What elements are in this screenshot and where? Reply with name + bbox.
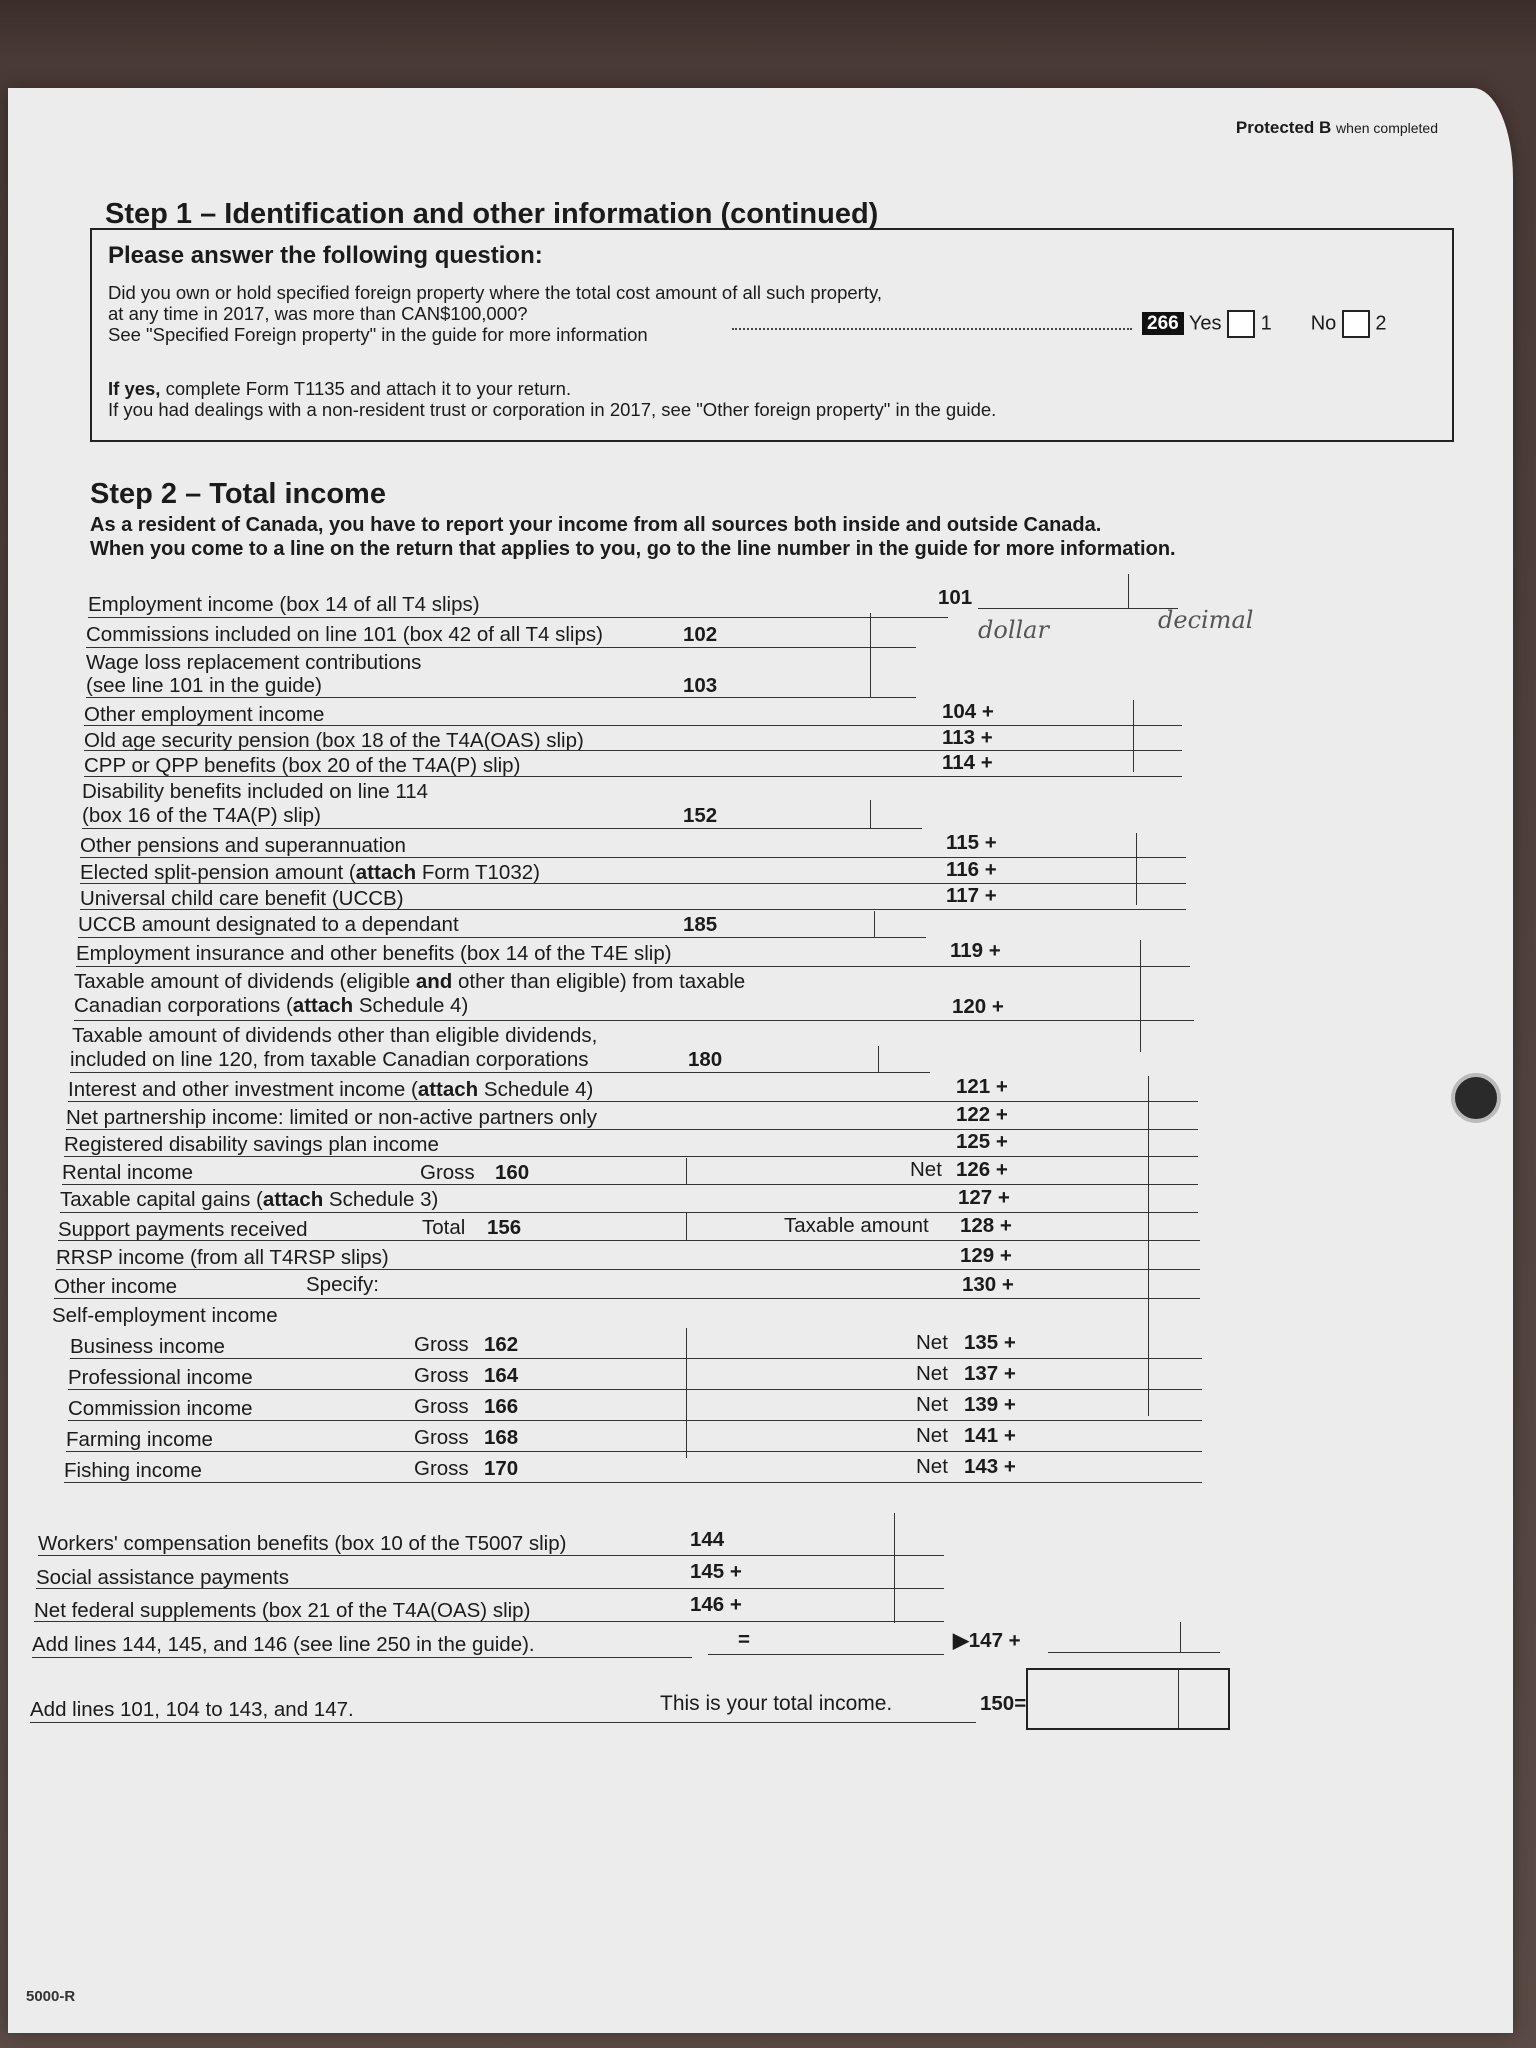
line-180-code: 180 <box>688 1048 723 1071</box>
line-135-gross: Gross <box>414 1333 469 1356</box>
line-102-label: Commissions included on line 101 (box 42 of all T4 slips) <box>86 623 603 646</box>
step2-intro2: When you come to a line on the return that applies to you, go to the line number in the guide for more information. <box>90 538 1176 560</box>
line-120a-label-bold: and <box>415 970 453 993</box>
yes-checkbox[interactable] <box>1227 310 1255 338</box>
no-label: No <box>1310 312 1337 335</box>
step2-intro1: As a resident of Canada, you have to report your income from all sources both inside and outside Canada. <box>90 514 1102 536</box>
line-143-code: 143 + <box>964 1455 1016 1478</box>
col-divider-104 <box>1133 700 1134 772</box>
line-127-code: 127 + <box>958 1186 1010 1209</box>
line-129-rule <box>56 1269 1200 1270</box>
line-119-label: Employment insurance and other benefits (box 14 of the T4E slip) <box>76 942 672 965</box>
line-180-label: included on line 120, from taxable Canadian corporations <box>70 1048 589 1071</box>
line-147-eq: = <box>738 1628 750 1651</box>
line-150-rule <box>30 1722 976 1723</box>
line-150-label: Add lines 101, 104 to 143, and 147. <box>30 1698 354 1721</box>
line-126-code: 126 + <box>956 1158 1008 1181</box>
line-120a-label-a: Taxable amount of dividends (eligible <box>74 970 416 993</box>
line-121-label-b: Schedule 4) <box>478 1078 594 1101</box>
handwritten-decimal: decimal <box>1158 606 1254 634</box>
line-141-gross: Gross <box>414 1426 469 1449</box>
line-120-label-b: Schedule 4) <box>353 994 469 1017</box>
line-121-label-bold: attach <box>417 1078 479 1101</box>
line-101-divider <box>1128 574 1129 608</box>
line-266-badge: 266 <box>1142 312 1184 335</box>
line-122-label: Net partnership income: limited or non-active partners only <box>66 1106 597 1129</box>
line-139-gross-code: 166 <box>484 1395 519 1418</box>
line-102-rule <box>86 647 916 648</box>
line-103-rule <box>86 697 916 698</box>
col-divider-121 <box>1148 1076 1149 1416</box>
line-126-label: Rental income <box>62 1161 194 1184</box>
line-137-net: Net <box>916 1362 948 1385</box>
line-117-label: Universal child care benefit (UCCB) <box>80 887 404 910</box>
line-130-specify: Specify: <box>306 1273 379 1296</box>
line-101-code: 101 <box>938 586 973 609</box>
dot-leader <box>732 328 1132 330</box>
no-value: 2 <box>1375 312 1387 335</box>
line-117-rule <box>80 909 1186 910</box>
line-141-gross-code: 168 <box>484 1426 519 1449</box>
line-126-gross-divider <box>686 1158 687 1184</box>
line-101-field[interactable] <box>978 608 1178 609</box>
line-143-net: Net <box>916 1455 948 1478</box>
line-137-gross: Gross <box>414 1364 469 1387</box>
line-116-label-bold: attach <box>355 861 417 884</box>
line-117-code: 117 + <box>946 884 997 907</box>
yes-label: Yes <box>1188 312 1222 335</box>
line-141-label: Farming income <box>66 1428 213 1451</box>
line-126-rule <box>62 1184 1198 1185</box>
line-137-gross-code: 164 <box>484 1364 519 1387</box>
line-121-code: 121 + <box>956 1075 1008 1098</box>
question-line1: Did you own or hold specified foreign property where the total cost amount of all such property, <box>108 282 882 303</box>
line-146-rule <box>34 1621 944 1622</box>
line-103-label: (see line 101 in the guide) <box>86 674 322 697</box>
line-130-code: 130 + <box>962 1273 1014 1296</box>
line-139-rule <box>68 1420 1202 1421</box>
line-150-code-text: 150 <box>980 1692 1015 1715</box>
total-income-box[interactable] <box>1026 1668 1230 1730</box>
form-code: 5000-R <box>26 1988 76 2005</box>
question-title: Please answer the following question: <box>108 242 543 269</box>
line-147-code <box>953 1628 1021 1653</box>
line-143-gross-code: 170 <box>484 1457 519 1480</box>
line-127-label-b: Schedule 3) <box>323 1188 439 1211</box>
line-127-label <box>60 1188 438 1212</box>
line-121-label <box>68 1078 593 1102</box>
foreign-property-answer <box>1142 310 1387 338</box>
line-120-label-a: Canadian corporations ( <box>74 994 293 1017</box>
line-120-label-bold: attach <box>292 994 354 1017</box>
line-120a-label-b: other than eligible) from taxable <box>452 970 746 993</box>
line-121-rule <box>68 1101 1198 1102</box>
line-145-rule <box>36 1588 944 1589</box>
line-127-rule <box>60 1212 1198 1213</box>
protected-suffix: when completed <box>1336 120 1438 136</box>
line-137-code: 137 + <box>964 1362 1016 1385</box>
no-checkbox[interactable] <box>1342 310 1370 338</box>
dealings-note: If you had dealings with a non-resident trust or corporation in 2017, see "Other foreign property" in the guide. <box>108 399 997 420</box>
arrow-right-icon: ▶ <box>953 1629 969 1652</box>
line-115-code: 115 + <box>946 831 997 854</box>
line-180-divider <box>878 1046 879 1072</box>
line-114-code: 114 + <box>942 751 993 774</box>
total-income-text: This is your total income. <box>660 1692 893 1715</box>
line-150-eq: = <box>1014 1692 1027 1715</box>
line-135-net: Net <box>916 1331 948 1354</box>
line-180a-label: Taxable amount of dividends other than eligible dividends, <box>72 1024 598 1047</box>
line-103a-label: Wage loss replacement contributions <box>86 651 422 674</box>
line-139-label: Commission income <box>68 1397 253 1420</box>
line-147-code-text: 147 + <box>968 1629 1021 1652</box>
handwritten-dollar: dollar <box>978 616 1049 644</box>
line-145-label: Social assistance payments <box>36 1566 289 1589</box>
protected-text: Protected B <box>1235 118 1332 137</box>
line-130-rule <box>54 1298 1200 1299</box>
line-115-rule <box>80 857 1186 858</box>
line-101-label: Employment income (box 14 of all T4 slips) <box>88 593 480 616</box>
yes-value: 1 <box>1260 312 1272 335</box>
line-114-rule <box>84 776 1182 777</box>
line-128-rule <box>58 1240 1200 1241</box>
line-137-rule <box>68 1389 1202 1390</box>
line-141-code: 141 + <box>964 1424 1016 1447</box>
protected-label <box>1236 118 1438 138</box>
line-104-code: 104 + <box>942 700 994 723</box>
line-116-rule <box>80 883 1186 884</box>
line-103-code: 103 <box>683 674 718 697</box>
line-116-label <box>80 861 540 885</box>
line-102-103-divider <box>870 613 871 697</box>
line-147-rule-b <box>708 1654 944 1655</box>
if-yes-rest: complete Form T1135 and attach it to your return. <box>165 378 572 399</box>
line-130-label: Other income <box>54 1275 178 1298</box>
line-135-gross-code: 162 <box>484 1333 519 1356</box>
line-120-rule <box>74 1020 1194 1021</box>
line-128-total-code: 156 <box>487 1216 522 1239</box>
line-147-field[interactable] <box>1048 1652 1220 1653</box>
line-113-code: 113 + <box>942 726 993 749</box>
line-125-label: Registered disability savings plan income <box>64 1133 439 1156</box>
line-116-label-b: Form T1032) <box>416 861 540 884</box>
line-144-code: 144 <box>690 1528 725 1551</box>
line-139-gross: Gross <box>414 1395 469 1418</box>
line-152-rule <box>82 828 922 829</box>
line-152a-label: Disability benefits included on line 114 <box>82 780 429 803</box>
line-139-code: 139 + <box>964 1393 1016 1416</box>
line-185-rule <box>78 937 926 938</box>
line-143-gross: Gross <box>414 1457 469 1480</box>
col-divider-144 <box>894 1513 895 1623</box>
line-102-code: 102 <box>683 623 718 646</box>
col-divider-119 <box>1140 940 1141 1052</box>
line-126-gross-code: 160 <box>495 1161 530 1184</box>
line-147-label: Add lines 144, 145, and 146 (see line 250 in the guide). <box>32 1633 535 1656</box>
total-income-divider <box>1178 1670 1179 1728</box>
line-152-label: (box 16 of the T4A(P) slip) <box>82 804 321 827</box>
line-128-total: Total <box>422 1216 466 1239</box>
line-144-rule <box>38 1555 944 1556</box>
line-127-label-bold: attach <box>262 1188 324 1211</box>
if-yes-bold: If yes, <box>108 378 161 399</box>
line-125-code: 125 + <box>956 1130 1008 1153</box>
line-121-label-a: Interest and other investment income ( <box>68 1078 418 1101</box>
line-120a-label <box>74 970 745 994</box>
line-101-rule <box>88 617 948 618</box>
line-185-label: UCCB amount designated to a dependant <box>78 913 459 936</box>
line-152-code: 152 <box>683 804 718 827</box>
line-180-rule <box>70 1072 930 1073</box>
line-126-gross: Gross <box>420 1161 475 1184</box>
line-141-rule <box>66 1451 1202 1452</box>
line-119-code: 119 + <box>950 939 1001 962</box>
line-113-rule <box>84 750 1182 751</box>
self-employment-heading: Self-employment income <box>52 1304 278 1327</box>
line-115-label: Other pensions and superannuation <box>80 834 406 857</box>
self-emp-gross-divider <box>686 1328 687 1458</box>
line-122-rule <box>66 1129 1198 1130</box>
line-147-divider <box>1180 1622 1181 1652</box>
question-line3: See "Specified Foreign property" in the guide for more information <box>108 324 648 345</box>
line-127-label-a: Taxable capital gains ( <box>60 1188 263 1211</box>
line-145-code: 145 + <box>690 1560 742 1583</box>
step1-title: Step 1 – Identification and other information (continued) <box>105 198 879 230</box>
line-128-code: 128 + <box>960 1214 1012 1237</box>
line-120-code: 120 + <box>952 995 1004 1018</box>
line-141-net: Net <box>916 1424 948 1447</box>
line-135-label: Business income <box>70 1335 225 1358</box>
line-113-label: Old age security pension (box 18 of the T4A(OAS) slip) <box>84 729 584 752</box>
line-116-code: 116 + <box>946 858 997 881</box>
line-129-label: RRSP income (from all T4RSP slips) <box>56 1246 389 1269</box>
question-box <box>90 228 1454 442</box>
line-119-rule <box>76 966 1190 967</box>
line-185-divider <box>874 911 875 937</box>
line-122-code: 122 + <box>956 1103 1008 1126</box>
line-128-label: Support payments received <box>58 1218 308 1241</box>
line-139-net: Net <box>916 1393 948 1416</box>
line-143-label: Fishing income <box>64 1459 202 1482</box>
line-146-code: 146 + <box>690 1593 742 1616</box>
line-129-code: 129 + <box>960 1244 1012 1267</box>
form-page <box>8 88 1513 2033</box>
question-line2: at any time in 2017, was more than CAN$100,000? <box>108 303 528 324</box>
line-135-code: 135 + <box>964 1331 1016 1354</box>
line-128-total-divider <box>686 1212 687 1240</box>
line-125-rule <box>64 1156 1198 1157</box>
binder-hole <box>1451 1073 1501 1123</box>
line-143-rule <box>64 1482 1202 1483</box>
line-144-label: Workers' compensation benefits (box 10 of the T5007 slip) <box>38 1532 567 1555</box>
step2-title: Step 2 – Total income <box>90 478 386 510</box>
line-185-code: 185 <box>683 913 718 936</box>
line-128-taxable: Taxable amount <box>784 1214 929 1237</box>
line-114-label: CPP or QPP benefits (box 20 of the T4A(P) slip) <box>84 754 521 777</box>
line-104-label: Other employment income <box>84 703 325 726</box>
line-120-label <box>74 994 468 1018</box>
line-116-label-a: Elected split-pension amount ( <box>80 861 356 884</box>
line-137-label: Professional income <box>68 1366 253 1389</box>
line-150-code <box>980 1692 1026 1716</box>
if-yes-note <box>108 378 571 400</box>
line-147-rule-a <box>32 1657 692 1658</box>
col-divider-115 <box>1136 833 1137 905</box>
line-126-net: Net <box>910 1158 942 1181</box>
line-152-divider <box>870 800 871 828</box>
line-146-label: Net federal supplements (box 21 of the T4A(OAS) slip) <box>34 1599 531 1622</box>
line-104-rule <box>84 725 1182 726</box>
line-135-rule <box>70 1358 1202 1359</box>
